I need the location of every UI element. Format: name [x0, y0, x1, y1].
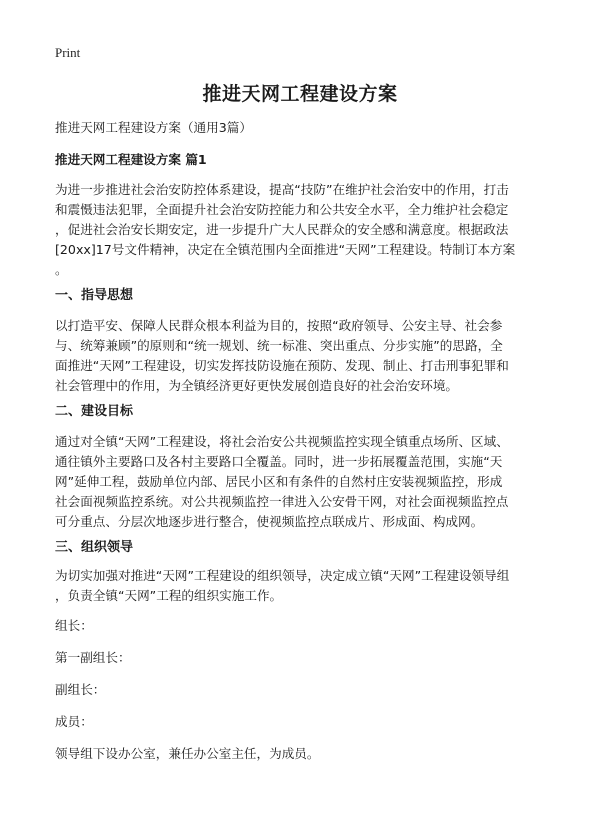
section2-line: 网”延伸工程，鼓励单位内部、居民小区和有条件的自然村庄安装视频监控，形成: [55, 474, 503, 489]
intro-line: ，促进社会治安长期安定，进一步提升广大人民群众的安全感和满意度。根据政法: [55, 222, 509, 237]
intro-line: 和震慑违法犯罪，全面提升社会治安防控能力和公共安全水平，全力维护社会稳定: [55, 202, 509, 217]
intro-line: [20xx]17号文件精神，决定在全镇范围内全面推进“天网”工程建设。特制订本方案: [55, 242, 516, 257]
section2-line: 通往镇外主要路口及各村主要路口全覆盖。同时，进一步拓展覆盖范围，实施“天: [55, 454, 503, 469]
document-title: 推进天网工程建设方案: [202, 83, 398, 105]
section2-line: 社会面视频监控系统。对公共视频监控一律进入公安骨干网，对社会面视频监控点: [55, 494, 509, 509]
print-link[interactable]: Print: [55, 45, 81, 60]
member-first-deputy: 第一副组长：: [55, 650, 131, 665]
section3-line: ，负责全镇“天网”工程的组织实施工作。: [55, 588, 283, 603]
member-member: 成员：: [55, 714, 93, 729]
section-heading-guiding-ideology: 一、指导思想: [55, 288, 134, 303]
section1-line: 与、统筹兼顾”的原则和“统一规划、统一标准、突出重点、分步实施”的思路，全: [55, 338, 503, 353]
section-heading-construction-goals: 二、建设目标: [55, 404, 134, 419]
section-heading-organization: 三、组织领导: [55, 540, 134, 555]
document-subtitle: 推进天网工程建设方案（通用3篇）: [55, 120, 252, 135]
member-deputy: 副组长：: [55, 682, 106, 697]
section1-line: 面推进“天网”工程建设，切实发挥技防设施在预防、发现、制止、打击刑事犯罪和: [55, 358, 509, 373]
section1-line: 以打造平安、保障人民群众根本利益为目的，按照“政府领导、公安主导、社会参: [55, 318, 503, 333]
section2-line: 可分重点、分层次地逐步进行整合，使视频监控点联成片、形成面、构成网。: [55, 514, 484, 529]
part-heading: 推进天网工程建设方案 篇1: [55, 152, 207, 167]
intro-line: 为进一步推进社会治安防控体系建设，提高“技防”在维护社会治安中的作用，打击: [55, 182, 509, 197]
intro-line: 。: [55, 262, 68, 277]
member-office: 领导组下设办公室，兼任办公室主任，为成员。: [55, 746, 320, 761]
section2-line: 通过对全镇“天网”工程建设，将社会治安公共视频监控实现全镇重点场所、区域、: [55, 434, 509, 449]
section1-line: 社会管理中的作用，为全镇经济更好更快发展创造良好的社会治安环境。: [55, 378, 458, 393]
member-leader: 组长：: [55, 618, 93, 633]
section3-line: 为切实加强对推进“天网”工程建设的组织领导，决定成立镇“天网”工程建设领导组: [55, 568, 510, 583]
